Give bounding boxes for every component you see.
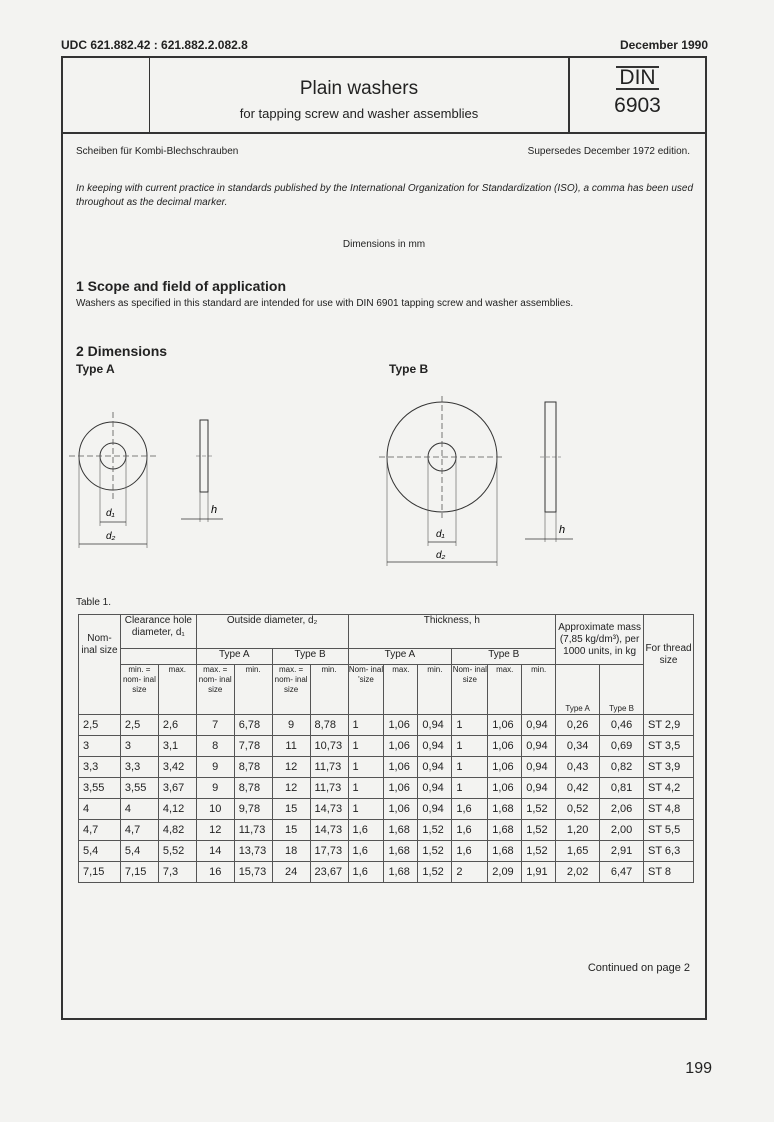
table-cell: 2,5 [79,715,121,736]
table-cell: 0,43 [556,757,600,778]
table-cell: 1,68 [384,841,418,862]
table-cell: 0,82 [600,757,644,778]
table-row [79,736,694,757]
col-clearance: Clearance hole diameter, d₁ [120,615,196,649]
table-cell: 14,73 [310,799,348,820]
table-cell: 1 [348,778,384,799]
table-cell: 1,68 [384,862,418,883]
table-cell: 0,52 [556,799,600,820]
table-cell: 23,67 [310,862,348,883]
table-cell: ST 4,8 [644,799,694,820]
table-cell: 1 [452,715,488,736]
table-cell: 3 [79,736,121,757]
table-cell: 3,55 [79,778,121,799]
table-cell: 1,52 [522,799,556,820]
table-row [79,715,694,736]
table-cell: 2 [452,862,488,883]
table-cell: 8 [196,736,234,757]
table-cell: 8,78 [310,715,348,736]
table-cell: 15,73 [234,862,272,883]
table-cell: 1 [452,757,488,778]
table-cell: 1 [348,757,384,778]
table-cell: 13,73 [234,841,272,862]
table-cell: 14,73 [310,820,348,841]
document-subtitle: for tapping screw and washer assemblies [239,106,479,121]
table-cell: 17,73 [310,841,348,862]
type-b-label: Type B [389,362,429,376]
table-cell: ST 8 [644,862,694,883]
table-cell: 1,65 [556,841,600,862]
table-cell: 14 [196,841,234,862]
table-cell: 4,12 [158,799,196,820]
table-cell: 0,94 [418,799,452,820]
table-cell: 1,6 [452,841,488,862]
table-cell: 1,06 [384,715,418,736]
table-cell: 6,78 [234,715,272,736]
document-frame [61,56,707,1020]
table-cell: 1,52 [418,862,452,883]
table-cell: 1,68 [488,799,522,820]
table-cell: 5,4 [120,841,158,862]
table-cell: 3,3 [120,757,158,778]
type-b-drawing [373,388,603,568]
issue-date: December 1990 [619,38,708,52]
col-thickness-type-b: Type B [452,649,556,665]
table-cell: 1,06 [384,778,418,799]
table-cell: 1,91 [522,862,556,883]
col-hb-min: min. [522,665,556,715]
table-cell: 11,73 [310,757,348,778]
udc-code: UDC 621.882.42 : 621.882.2.082.8 [61,38,248,52]
table-cell: 6,47 [600,862,644,883]
col-hb-nominal: Nom- inal size [452,665,488,715]
table-cell: 11,73 [234,820,272,841]
table-cell: 5,52 [158,841,196,862]
col-mass-type-b: Type B [600,665,644,715]
table-cell: 11 [272,736,310,757]
table-cell: 0,94 [418,778,452,799]
table-cell: 1,06 [488,778,522,799]
col-nominal-size: Nom- inal size [79,615,121,715]
table-cell: 1,06 [488,736,522,757]
col-outside-type-a: Type A [196,649,272,665]
table-cell: 2,06 [600,799,644,820]
table-cell: 9 [196,757,234,778]
table-cell: 8,78 [234,757,272,778]
continued-note: Continued on page 2 [587,962,690,974]
table-cell: 8,78 [234,778,272,799]
table-row [79,799,694,820]
table-cell: 2,00 [600,820,644,841]
table-cell: 1 [452,778,488,799]
table-cell: 1,52 [418,820,452,841]
table-cell: 0,81 [600,778,644,799]
table-row [79,862,694,883]
section2-heading: 2 Dimensions [76,343,168,359]
table-cell: 1,6 [348,841,384,862]
table-cell: 7,15 [120,862,158,883]
table-cell: 0,34 [556,736,600,757]
table-cell: 1,52 [522,841,556,862]
table-cell: 0,94 [522,736,556,757]
table-cell: 4,82 [158,820,196,841]
table-cell: 1,20 [556,820,600,841]
col-thickness: Thickness, h [348,615,556,649]
table-cell: 7 [196,715,234,736]
col-outside: Outside diameter, d₂ [196,615,348,649]
table-cell: 3,3 [79,757,121,778]
supersedes-note: Supersedes December 1972 edition. [527,146,690,157]
col-thread: For thread size [644,615,694,715]
table-cell: 12 [272,757,310,778]
table-cell: 1 [348,715,384,736]
table-cell: 5,4 [79,841,121,862]
col-ha-max: max. [384,665,418,715]
table-cell: 4,7 [120,820,158,841]
type-a-label: Type A [76,362,115,376]
dimensions-note: Dimensions in mm [342,239,426,250]
col-ha-min: min. [418,665,452,715]
table-cell: 1,52 [418,841,452,862]
col-d2b-min: min. [310,665,348,715]
h-label-b: h [559,524,566,536]
d2-label-a: d₂ [106,531,116,542]
table-cell: ST 6,3 [644,841,694,862]
table-cell: 0,46 [600,715,644,736]
table-cell: 10,73 [310,736,348,757]
table-cell: 7,15 [79,862,121,883]
table-cell: 1 [348,799,384,820]
table-cell: 2,91 [600,841,644,862]
table-cell: 3,42 [158,757,196,778]
section1-heading: 1 Scope and field of application [76,278,287,294]
table-cell: 0,94 [418,757,452,778]
table-cell: 4 [120,799,158,820]
table-cell: 4 [79,799,121,820]
table-cell: 1 [452,736,488,757]
d1-label-b: d₁ [436,529,445,540]
type-a-drawing [63,388,263,558]
table-cell: 12 [272,778,310,799]
col-hb-max: max. [488,665,522,715]
table-cell: 1,6 [452,799,488,820]
col-ha-nominal: Nom- inal 'size [348,665,384,715]
col-outside-type-b: Type B [272,649,348,665]
table-cell: ST 4,2 [644,778,694,799]
decimal-note: In keeping with current practice in standards published by the International Organization for Standardization (ISO), a comma has been used throughout as the decimal marker. [76,183,694,208]
din-logo: DIN [616,66,658,90]
h-label-a: h [211,504,218,516]
german-title: Scheiben für Kombi-Blechschrauben [76,146,239,157]
table-cell: 1,52 [522,820,556,841]
table-cell: 1 [348,736,384,757]
table-cell: 0,26 [556,715,600,736]
section1-text: Washers as specified in this standard are intended for use with DIN 6901 tapping screw and washer assemblies. [76,298,574,309]
table-cell: 10 [196,799,234,820]
table-cell: 9 [196,778,234,799]
col-d2a-max: max. = nom- inal size [196,665,234,715]
table-row [79,841,694,862]
table-cell: 15 [272,820,310,841]
table-cell: 1,6 [348,820,384,841]
table-row [79,757,694,778]
d1-label-a: d₁ [106,508,115,519]
table-cell: 3,55 [120,778,158,799]
page-number: 199 [685,1060,712,1077]
table-cell: 0,42 [556,778,600,799]
table-cell: 16 [196,862,234,883]
table-cell: ST 2,9 [644,715,694,736]
din-number: 6903 [614,94,661,117]
table-cell: 18 [272,841,310,862]
table-cell: 1,6 [452,820,488,841]
table-cell: 3 [120,736,158,757]
table-cell: 0,94 [522,715,556,736]
table-cell: 0,94 [418,715,452,736]
col-d1-min: min. = nom- inal size [120,665,158,715]
table-body [79,715,694,883]
table-cell: ST 5,5 [644,820,694,841]
table-cell: 3,1 [158,736,196,757]
table-cell: 0,94 [522,757,556,778]
table-cell: 9,78 [234,799,272,820]
table-cell: 1,06 [384,757,418,778]
table-cell: 4,7 [79,820,121,841]
col-mass: Approximate mass (7,85 kg/dm³), per 1000 units, in kg [556,615,644,665]
table-cell: 2,5 [120,715,158,736]
table-cell: 15 [272,799,310,820]
table-cell: 11,73 [310,778,348,799]
col-thickness-type-a: Type A [348,649,452,665]
table-row [79,778,694,799]
table-cell: 1,68 [384,820,418,841]
table-row [79,820,694,841]
table-cell: 1,06 [384,799,418,820]
d2-label-b: d₂ [436,550,446,561]
table-cell: 2,09 [488,862,522,883]
table-caption: Table 1. [76,597,112,608]
table-cell: 2,6 [158,715,196,736]
table-cell: 1,68 [488,841,522,862]
table-cell: 3,67 [158,778,196,799]
table-cell: ST 3,5 [644,736,694,757]
table-cell: 7,3 [158,862,196,883]
table-cell: ST 3,9 [644,757,694,778]
table-cell: 0,94 [418,736,452,757]
col-d2b-max: max. = nom- inal size [272,665,310,715]
table-cell: 1,06 [488,757,522,778]
col-mass-type-a: Type A [556,665,600,715]
title-block [63,58,705,134]
table-cell: 1,6 [348,862,384,883]
table-cell: 2,02 [556,862,600,883]
col-d2a-min: min. [234,665,272,715]
table-cell: 24 [272,862,310,883]
dimensions-table [78,614,694,883]
table-cell: 9 [272,715,310,736]
col-d1-max: max. [158,665,196,715]
table-cell: 7,78 [234,736,272,757]
document-title: Plain washers [299,78,419,99]
table-cell: 0,69 [600,736,644,757]
table-cell: 1,06 [384,736,418,757]
table-cell: 0,94 [522,778,556,799]
table-cell: 1,06 [488,715,522,736]
table-cell: 12 [196,820,234,841]
table-cell: 1,68 [488,820,522,841]
